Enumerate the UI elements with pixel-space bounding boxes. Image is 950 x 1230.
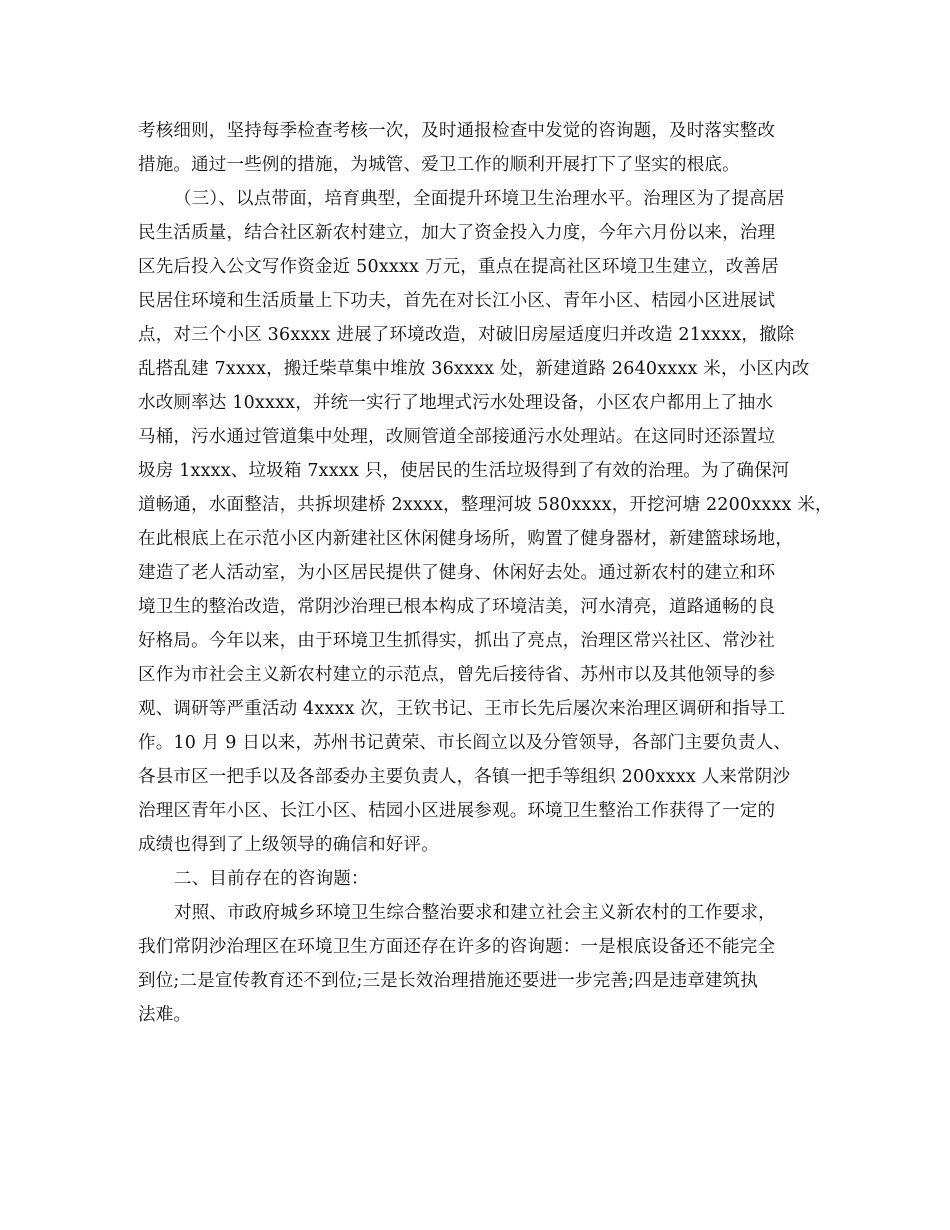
text-line: 建造了老人活动室，为小区居民提供了健身、休闲好去处。通过新农村的建立和环 <box>138 563 776 583</box>
text-line: 考核细则，坚持每季检查考核一次，及时通报检查中发觉的咨询题，及时落实整改 <box>138 121 776 141</box>
text-line: 区先后投入公文写作资金近 50xxxx 万元，重点在提高社区环境卫生建立，改善居 <box>138 257 779 277</box>
text-line: 治理区青年小区、长江小区、桔园小区进展参观。环境卫生整治工作获得了一定的 <box>138 801 776 821</box>
text-line: 观、调研等严重活动 4xxxx 次，王钦书记、王市长先后屡次来治理区调研和指导工 <box>138 699 786 719</box>
text-line: 马桶，污水通过管道集中处理，改厕管道全部接通污水处理站。在这同时还添置垃 <box>138 427 776 447</box>
paragraph-start-line: （三）、以点带面，培育典型，全面提升环境卫生治理水平。治理区为了提高居 <box>174 189 785 209</box>
text-line: 成绩也得到了上级领导的确信和好评。 <box>138 835 439 855</box>
text-line: 措施。通过一些例的措施，为城管、爱卫工作的顺利开展打下了坚实的根底。 <box>138 155 740 175</box>
text-line: 民居住环境和生活质量上下功夫，首先在对长江小区、青年小区、桔园小区进展试 <box>138 291 776 311</box>
document-body <box>138 114 833 1032</box>
text-line: 我们常阴沙治理区在环境卫生方面还存在许多的咨询题：一是根底设备还不能完全 <box>138 937 776 957</box>
text-line: 到位;二是宣传教育还不到位;三是长效治理措施还要进一步完善;四是违章建筑执 <box>138 971 759 991</box>
text-line: 好格局。今年以来，由于环境卫生抓得实，抓出了亮点，治理区常兴社区、常沙社 <box>138 631 776 651</box>
text-line: 圾房 1xxxx、垃圾箱 7xxxx 只，使居民的生活垃圾得到了有效的治理。为了确保河 <box>138 461 790 481</box>
text-line: 区作为市社会主义新农村建立的示范点，曾先后接待省、苏州市以及其他领导的参 <box>138 665 776 685</box>
text-line: 作。10 月 9 日以来，苏州书记黄荣、市长阎立以及分管领导，各部门主要负责人、 <box>138 733 792 753</box>
text-line: 乱搭乱建 7xxxx，搬迁柴草集中堆放 36xxxx 处，新建道路 2640xxxx 米，小区内改 <box>138 359 810 379</box>
text-line: 在此根底上在示范小区内新建社区休闲健身场所，购置了健身器材，新建篮球场地， <box>138 529 793 549</box>
text-line: 各县市区一把手以及各部委办主要负责人，各镇一把手等组织 200xxxx 人来常阴沙 <box>138 767 791 787</box>
text-line: 法难。 <box>138 1005 192 1025</box>
text-line: 民生活质量，结合社区新农村建立，加大了资金投入力度，今年六月份以来，治理 <box>138 223 776 243</box>
text-line: 水改厕率达 10xxxx，并统一实行了地埋式污水处理设备，小区农户都用上了抽水 <box>138 393 774 413</box>
section-heading: 二、目前存在的咨询题： <box>174 869 369 889</box>
text-line: 道畅通，水面整洁，共拆坝建桥 2xxxx，整理河坡 580xxxx，开挖河塘 2200xxxx 米， <box>138 495 833 515</box>
paragraph-start-line: 对照、市政府城乡环境卫生综合整治要求和建立社会主义新农村的工作要求， <box>174 903 776 923</box>
text-line: 点，对三个小区 36xxxx 进展了环境改造，对破旧房屋适度归并改造 21xxxx，撤除 <box>138 325 795 345</box>
text-line: 境卫生的整治改造，常阴沙治理已根本构成了环境洁美，河水清亮，道路通畅的良 <box>138 597 776 617</box>
